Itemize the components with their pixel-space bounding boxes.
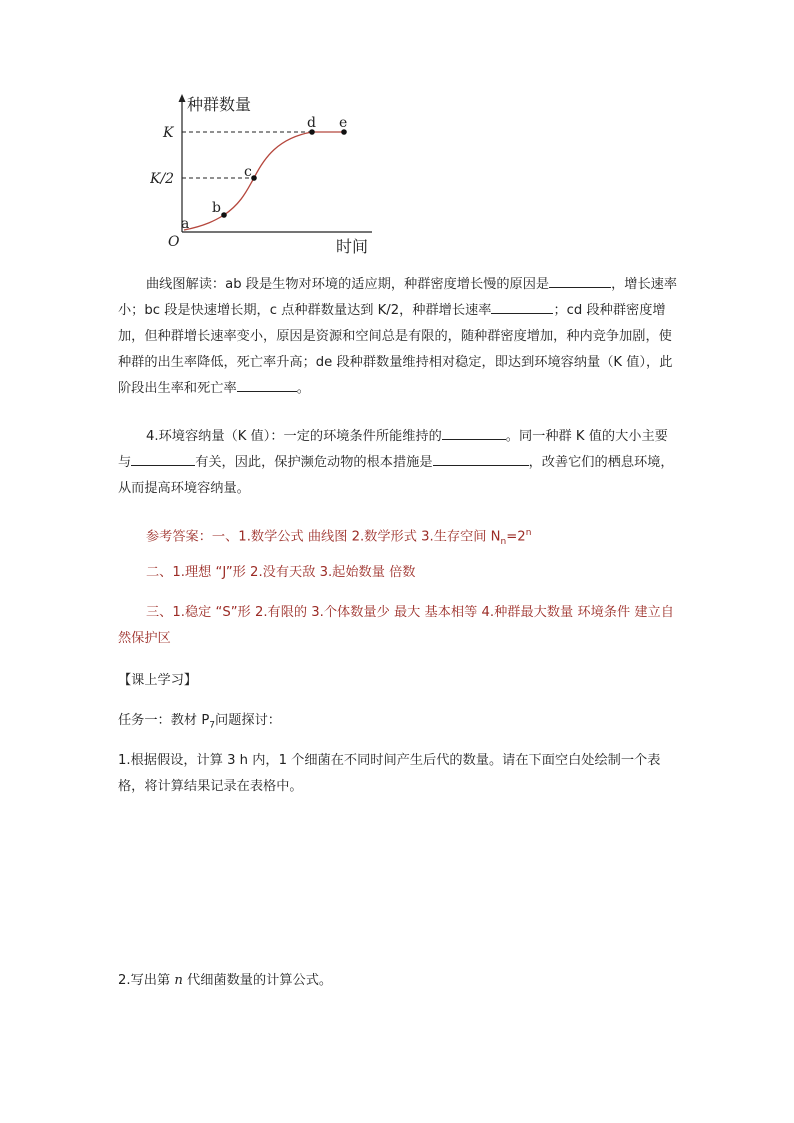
s-curve-chart: [150, 88, 390, 258]
curve-text-4: 。: [296, 381, 310, 396]
point-c: [251, 175, 257, 181]
point-b-label: b: [212, 200, 221, 216]
y-axis-label: 种群数量: [187, 95, 252, 114]
k-text-2: 。同一种群 K 值的大小主要与: [118, 429, 668, 470]
k-value-paragraph: [118, 424, 678, 502]
k-text-3: 有关，因此，保护濒危动物的根本措施是: [195, 455, 433, 470]
answer-equation: =2: [506, 529, 526, 545]
k-label: K: [163, 125, 174, 141]
point-b: [221, 212, 227, 218]
point-a-label: a: [181, 216, 190, 232]
section-title: 【课上学习】: [118, 673, 198, 688]
curve-text-3: ；cd 段种群密度增加，但种群增长速率变小，原因是资源和空间总是有限的，随种群密度增加，种内竞争加剧，使种群的出生率降低，死亡率升高；de 段种群数量维持相对稳定，即达到环境容纳量（K 值），此阶段出生率和死亡率: [118, 303, 673, 396]
answer-line-2: 二、1.理想 “J”形 2.没有天敌 3.起始数量 倍数: [146, 565, 416, 580]
origin-label: O: [168, 234, 180, 250]
question-2-variable: n: [174, 973, 183, 988]
answer-superscript: n: [525, 528, 532, 538]
x-axis-label: 时间: [336, 237, 369, 256]
answer-line-1-text: 参考答案：一、1.数学公式 曲线图 2.数学形式 3.生存空间 N: [146, 529, 501, 545]
task-1-text-2: 问题探讨：: [215, 713, 281, 728]
question-1: 1.根据假设，计算 3 h 内，1 个细菌在不同时间产生后代的数量。请在下面空白处绘制一个表格，将计算结果记录在表格中。: [118, 753, 661, 794]
question-2: [118, 968, 678, 994]
k-text-4: ，改善它们的栖息环境，从而提高环境容纳量。: [118, 455, 674, 496]
task-1-heading: [118, 708, 678, 739]
answer-blank[interactable]: [237, 377, 297, 392]
point-d-label: d: [307, 115, 316, 131]
curve-interpretation-paragraph: [118, 272, 678, 402]
task-1-subscript: 7: [209, 720, 216, 731]
s-curve-figure: [150, 88, 390, 258]
answer-line-1: [118, 520, 678, 555]
answer-line-3: 三、1.稳定 “S”形 2.有限的 3.个体数量少 最大 基本相等 4.种群最大数量 环境条件 建立自然保护区: [118, 605, 674, 646]
answer-blank[interactable]: [442, 425, 506, 440]
curve-text-2: ，增长速率小；bc 段是快速增长期，c 点种群数量达到 K/2，种群增长速率: [118, 277, 678, 318]
y-axis-arrow: [179, 94, 186, 102]
k-text-1: 4.环境容纳量（K 值）：一定的环境条件所能维持的: [146, 429, 442, 444]
answer-blank[interactable]: [491, 299, 553, 314]
answer-subscript: n: [500, 537, 507, 548]
answer-blank[interactable]: [131, 451, 195, 466]
s-curve: [184, 132, 344, 230]
k-half-label: K/2: [150, 171, 175, 187]
task-1-text: 任务一：教材 P: [118, 713, 210, 728]
point-c-label: c: [244, 164, 252, 180]
answer-blank[interactable]: [433, 451, 529, 466]
answer-blank[interactable]: [549, 273, 611, 288]
question-2-text-2: 代细菌数量的计算公式。: [182, 973, 333, 988]
point-e-label: e: [339, 115, 348, 131]
question-2-text: 2.写出第: [118, 973, 175, 988]
curve-text-1: 曲线图解读：ab 段是生物对环境的适应期，种群密度增长慢的原因是: [146, 277, 550, 292]
